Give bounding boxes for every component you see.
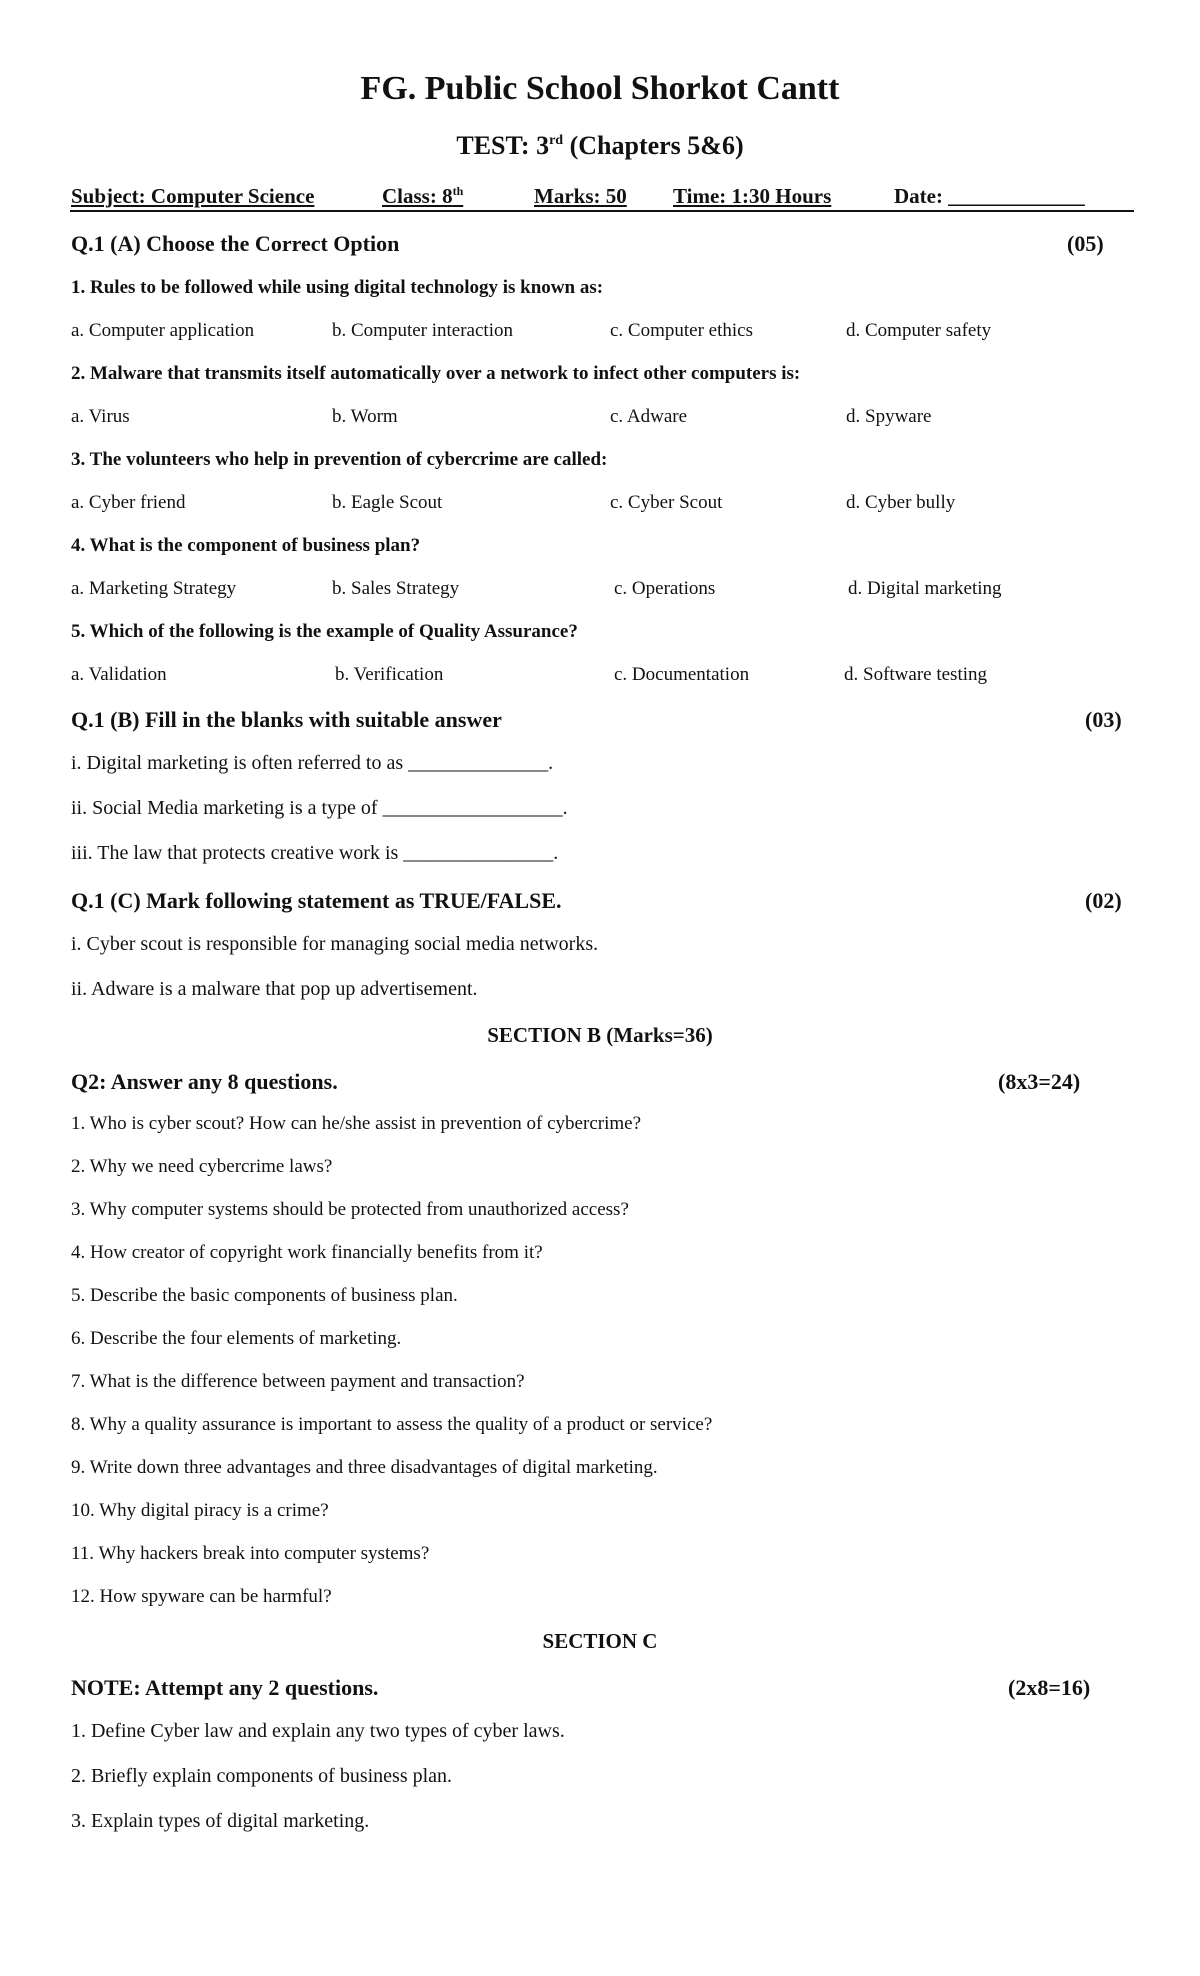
mcq-question: 5. Which of the following is the example of Quality Assurance? bbox=[71, 621, 578, 642]
mcq-option: c. Operations bbox=[614, 578, 716, 599]
mcq-option: a. Marketing Strategy bbox=[71, 578, 237, 599]
long-question: 2. Briefly explain components of business plan. bbox=[71, 1765, 453, 1787]
mcq-question: 4. What is the component of business plan? bbox=[71, 535, 421, 556]
mcq-option: c. Adware bbox=[610, 406, 688, 427]
mcq-option: b. Eagle Scout bbox=[332, 492, 443, 513]
q1b-marks: (03) bbox=[1085, 707, 1122, 732]
mcq-option: b. Sales Strategy bbox=[332, 578, 460, 599]
short-question: 9. Write down three advantages and three disadvantages of digital marketing. bbox=[71, 1457, 658, 1478]
mcq-option: c. Cyber Scout bbox=[610, 492, 723, 513]
header-divider bbox=[70, 210, 1134, 212]
school-name: FG. Public School Shorkot Cantt bbox=[360, 70, 840, 107]
short-question: 11. Why hackers break into computer systems? bbox=[71, 1543, 430, 1564]
mcq-option: d. Computer safety bbox=[846, 320, 992, 341]
mcq-option: d. Digital marketing bbox=[848, 578, 1002, 599]
q1c-marks: (02) bbox=[1085, 888, 1122, 913]
note-heading: NOTE: Attempt any 2 questions. bbox=[71, 1675, 379, 1700]
short-question: 7. What is the difference between payment and transaction? bbox=[71, 1371, 525, 1392]
mcq-option: b. Worm bbox=[332, 406, 398, 427]
mcq-question: 3. The volunteers who help in prevention of cybercrime are called: bbox=[71, 449, 608, 470]
class-prefix: Class: 8 bbox=[382, 184, 453, 208]
short-question: 1. Who is cyber scout? How can he/she assist in prevention of cybercrime? bbox=[71, 1113, 641, 1134]
long-question: 1. Define Cyber law and explain any two types of cyber laws. bbox=[71, 1720, 565, 1742]
mcq-option: b. Computer interaction bbox=[332, 320, 513, 341]
section-b-title: SECTION B (Marks=36) bbox=[487, 1023, 713, 1047]
mcq-option: a. Cyber friend bbox=[71, 492, 186, 513]
true-false-item: ii. Adware is a malware that pop up advertisement. bbox=[71, 978, 478, 1000]
fill-blank-item: i. Digital marketing is often referred to as ______________. bbox=[71, 752, 554, 774]
short-question: 2. Why we need cybercrime laws? bbox=[71, 1156, 333, 1177]
mcq-option: a. Virus bbox=[71, 406, 130, 427]
short-question: 10. Why digital piracy is a crime? bbox=[71, 1500, 329, 1521]
short-question: 12. How spyware can be harmful? bbox=[71, 1586, 332, 1607]
class-suffix: th bbox=[452, 184, 464, 198]
short-question: 8. Why a quality assurance is important to assess the quality of a product or service? bbox=[71, 1414, 713, 1435]
mcq-option: d. Software testing bbox=[844, 664, 988, 685]
subject-label: Subject: Computer Science bbox=[71, 184, 315, 208]
short-question: 5. Describe the basic components of business plan. bbox=[71, 1285, 458, 1306]
test-prefix: TEST: 3 bbox=[456, 131, 550, 160]
mcq-option: d. Cyber bully bbox=[846, 492, 956, 513]
mcq-option: a. Validation bbox=[71, 664, 167, 685]
mcq-option: c. Computer ethics bbox=[610, 320, 753, 341]
section-c-marks: (2x8=16) bbox=[1008, 1675, 1091, 1700]
mcq-option: c. Documentation bbox=[614, 664, 750, 685]
section-c-title: SECTION C bbox=[542, 1629, 658, 1653]
fill-blank-item: iii. The law that protects creative work is _______________. bbox=[71, 842, 559, 864]
mcq-option: d. Spyware bbox=[846, 406, 932, 427]
q2-heading: Q2: Answer any 8 questions. bbox=[71, 1069, 338, 1094]
class-label bbox=[382, 184, 463, 209]
long-question: 3. Explain types of digital marketing. bbox=[71, 1810, 370, 1832]
q2-marks: (8x3=24) bbox=[998, 1069, 1081, 1094]
test-number-suffix: rd bbox=[549, 133, 564, 148]
q1a-marks: (05) bbox=[1067, 231, 1104, 256]
true-false-item: i. Cyber scout is responsible for managing social media networks. bbox=[71, 933, 599, 955]
short-question: 6. Describe the four elements of marketing. bbox=[71, 1328, 402, 1349]
mcq-option: a. Computer application bbox=[71, 320, 255, 341]
mcq-question: 2. Malware that transmits itself automatically over a network to infect other computers is: bbox=[71, 363, 801, 384]
test-chapters: (Chapters 5&6) bbox=[563, 131, 744, 160]
test-title bbox=[0, 131, 1200, 161]
q1c-heading: Q.1 (C) Mark following statement as TRUE/FALSE. bbox=[71, 888, 562, 913]
short-question: 4. How creator of copyright work financially benefits from it? bbox=[71, 1242, 543, 1263]
q1b-heading: Q.1 (B) Fill in the blanks with suitable answer bbox=[71, 707, 502, 732]
fill-blank-item: ii. Social Media marketing is a type of __________________. bbox=[71, 797, 568, 819]
mcq-option: b. Verification bbox=[335, 664, 444, 685]
mcq-question: 1. Rules to be followed while using digital technology is known as: bbox=[71, 277, 604, 298]
q1a-heading: Q.1 (A) Choose the Correct Option bbox=[71, 231, 400, 256]
time-label: Time: 1:30 Hours bbox=[673, 184, 832, 208]
short-question: 3. Why computer systems should be protected from unauthorized access? bbox=[71, 1199, 629, 1220]
marks-label: Marks: 50 bbox=[534, 184, 627, 208]
date-label: Date: _____________ bbox=[894, 184, 1085, 208]
